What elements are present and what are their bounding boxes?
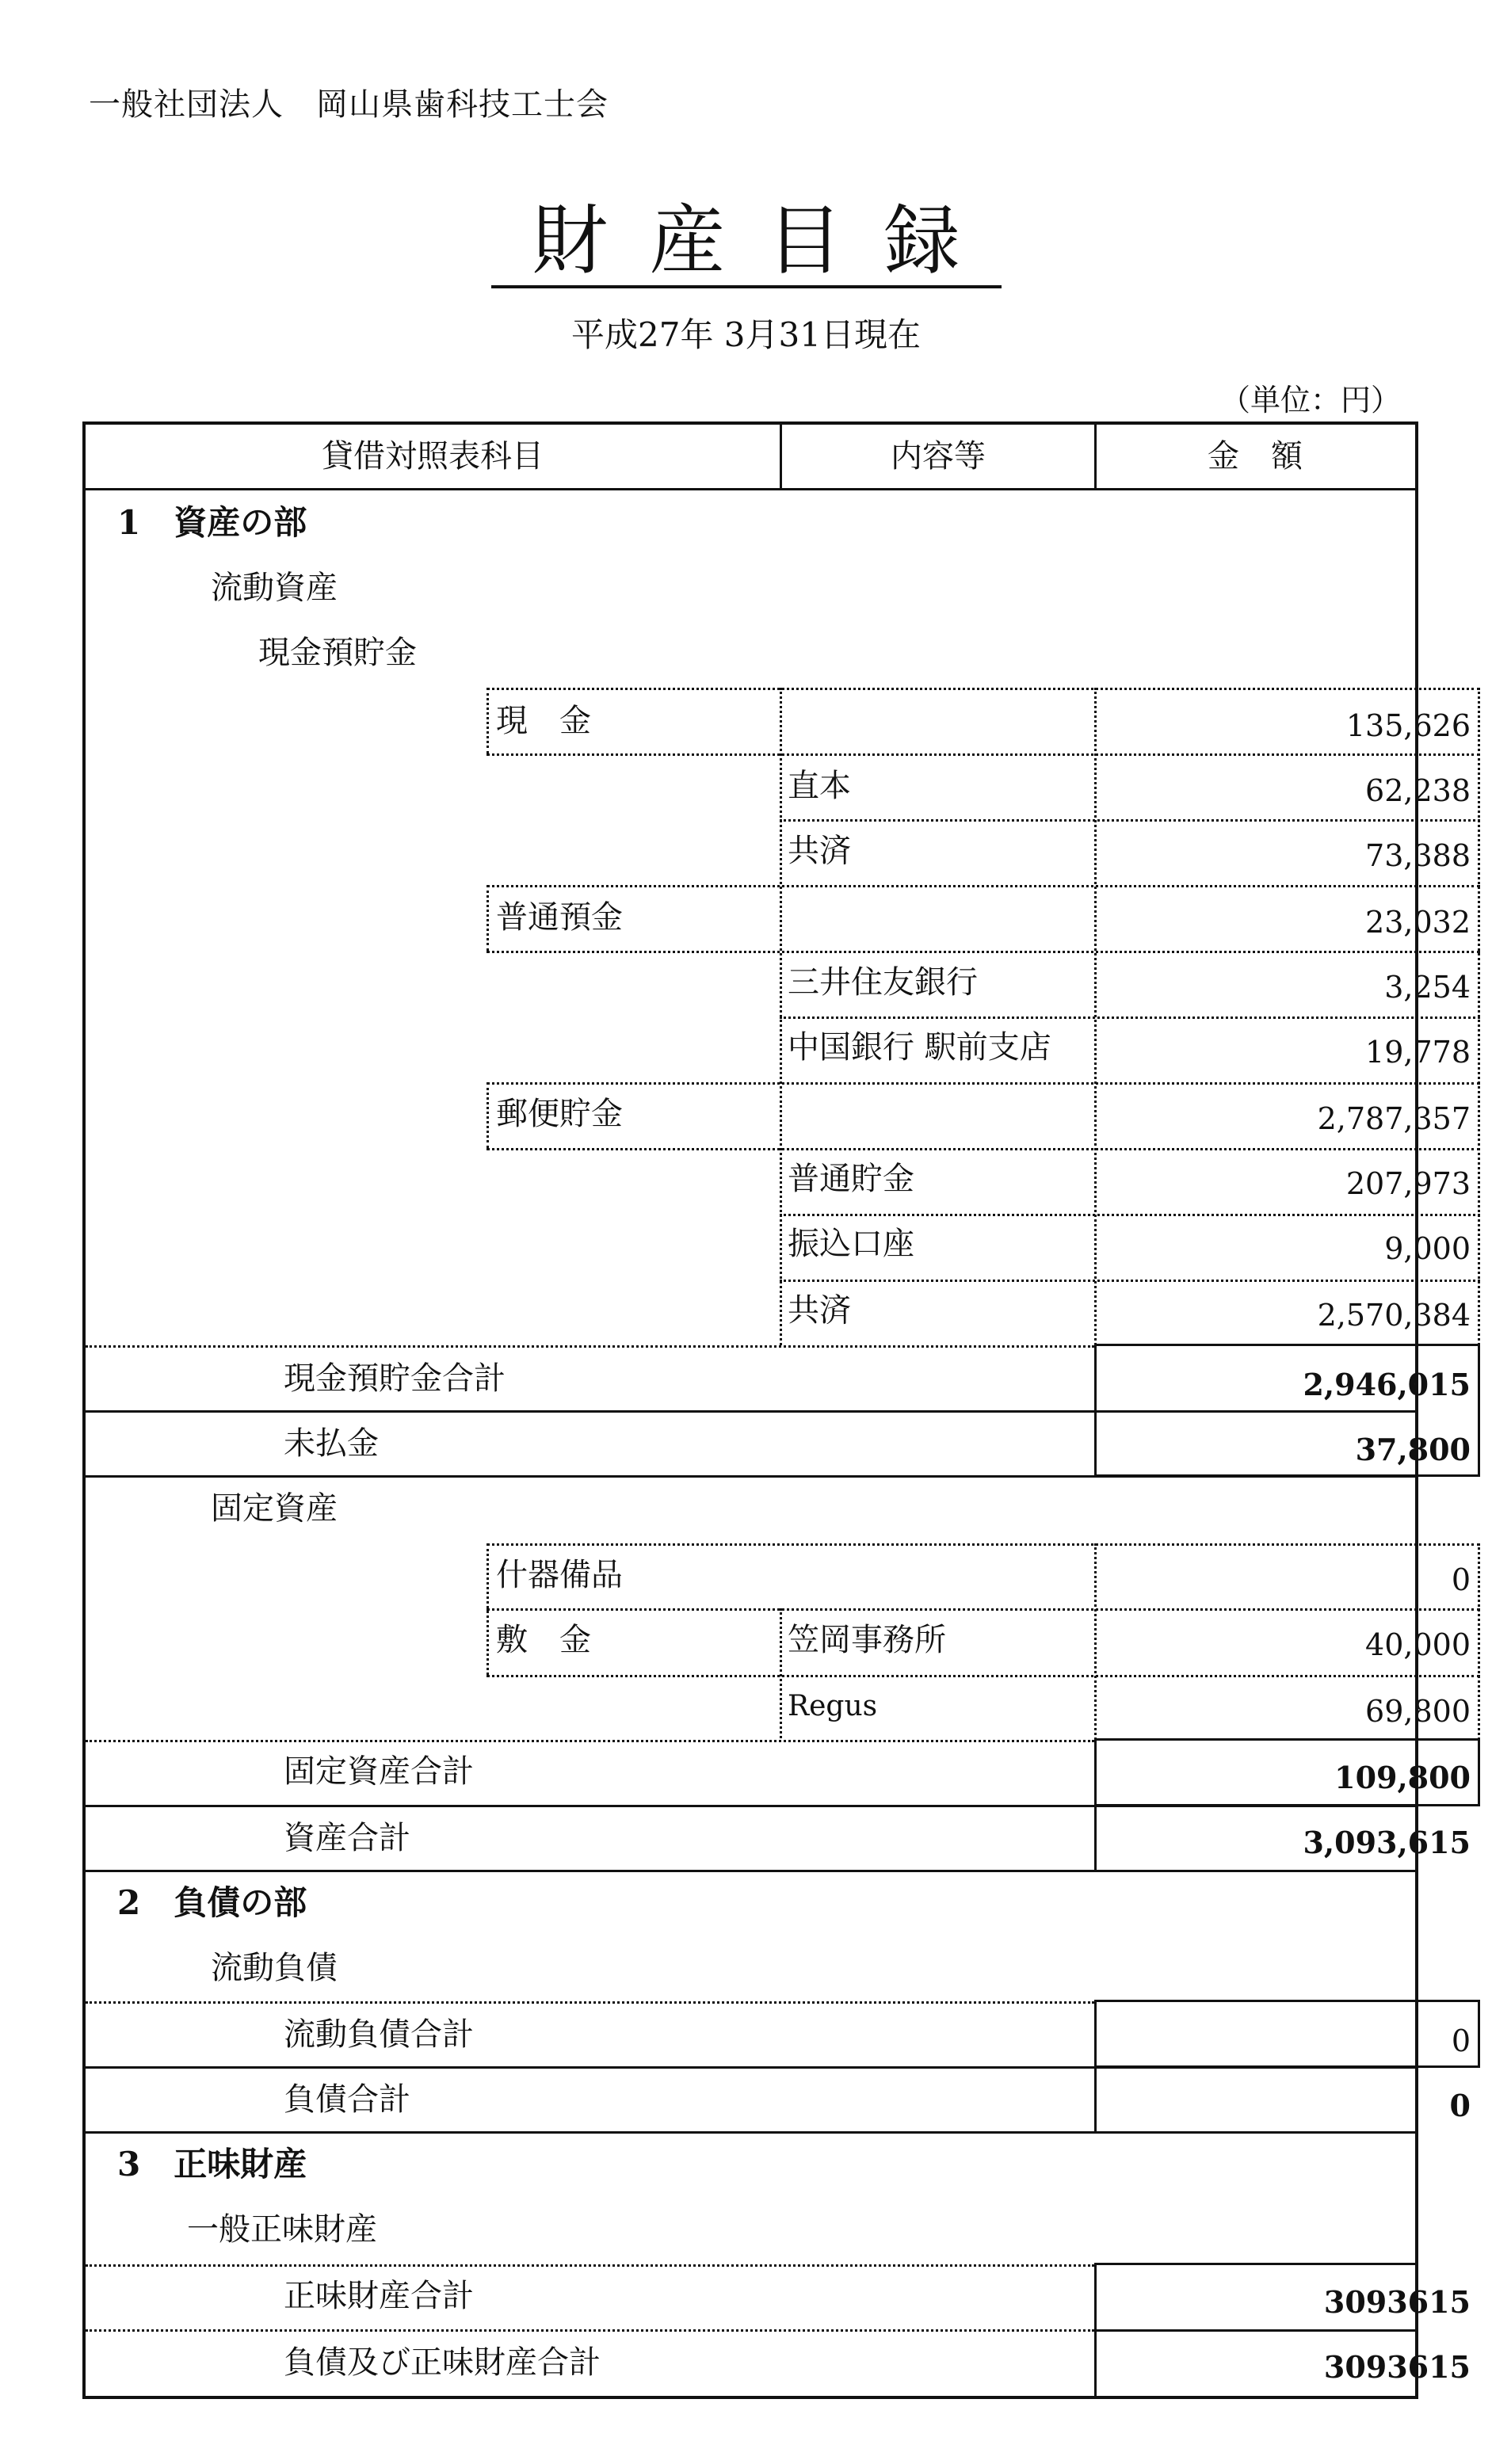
net-assets-total-amount: 3093615 (1323, 2284, 1471, 2320)
bank-amount: 19,778 (1365, 1035, 1471, 1070)
unit-note: （単位：円） (1219, 383, 1401, 418)
postal-item-name: 共済 (788, 1292, 851, 1329)
fixtures-amount: 0 (1451, 1562, 1471, 1597)
dotted-rule (487, 885, 489, 951)
dotted-rule (86, 1345, 1094, 1348)
dotted-rule (487, 688, 489, 753)
cash-deposits-total-label: 現金預貯金合計 (284, 1360, 506, 1397)
organization-name: 一般社団法人 岡山県歯科技工士会 (89, 86, 609, 123)
liabilities-total-amount: 0 (1449, 2088, 1471, 2123)
postal-item-name: 振込口座 (788, 1226, 914, 1262)
dotted-rule (487, 1082, 489, 1148)
dotted-rule (780, 1280, 1480, 1282)
bank-amount: 3,254 (1384, 970, 1471, 1005)
dotted-rule (487, 688, 1480, 690)
deposit-item-name: Regus (788, 1690, 878, 1722)
fixed-assets-label: 固定資産 (211, 1490, 338, 1527)
dotted-rule (86, 2001, 1094, 2004)
deposit-item-amount: 40,000 (1365, 1627, 1471, 1662)
cash-item-amount: 62,238 (1365, 773, 1471, 808)
ordinary-deposit-total: 23,032 (1365, 905, 1471, 940)
postal-item-name: 普通貯金 (788, 1161, 914, 1197)
postal-item-amount: 9,000 (1384, 1231, 1471, 1266)
current-liabilities-total-amount: 0 (1451, 2023, 1471, 2058)
dotted-rule (780, 1608, 782, 1738)
assets-total-label: 資産合計 (284, 1820, 410, 1856)
header-divider (780, 425, 782, 488)
dotted-rule (1094, 1543, 1097, 1740)
cash-total: 135,626 (1345, 708, 1471, 743)
as-of-date: 平成27年 3月31日現在 (571, 315, 921, 354)
inventory-table (82, 421, 1471, 2399)
dotted-rule (487, 753, 1480, 756)
document-title-wrap (0, 196, 1492, 288)
cash-item-amount: 73,388 (1365, 838, 1471, 873)
cash-deposits-label: 現金預貯金 (258, 635, 417, 671)
section-assets: 1 資産の部 (117, 503, 307, 542)
dotted-rule (780, 819, 1480, 822)
current-assets-label: 流動資産 (211, 570, 338, 606)
col-header-contents: 内容等 (891, 438, 986, 475)
general-net-assets-label: 一般正味財産 (187, 2211, 377, 2248)
dotted-rule (86, 2264, 1094, 2267)
unpaid-amount: 37,800 (1355, 1432, 1471, 1467)
cash-deposits-total-amount: 2,946,015 (1303, 1367, 1471, 1402)
deposit-item-amount: 69,800 (1365, 1694, 1471, 1729)
postal-savings-label: 郵便貯金 (496, 1096, 623, 1132)
dotted-rule (487, 1543, 489, 1675)
fixed-assets-total-label: 固定資産合計 (284, 1753, 474, 1790)
dotted-rule (487, 885, 1480, 887)
fixtures-label: 什器備品 (496, 1557, 623, 1593)
section-net-assets: 3 正味財産 (117, 2145, 307, 2184)
dotted-rule (780, 688, 782, 1345)
net-assets-total-label: 正味財産合計 (284, 2278, 474, 2314)
document-title: 財産目録 (491, 196, 1002, 288)
grand-total-amount: 3093615 (1323, 2349, 1471, 2385)
postal-item-amount: 207,973 (1345, 1166, 1471, 1201)
cash-item-name: 共済 (788, 833, 851, 869)
cash-item-name: 直本 (788, 768, 851, 804)
dotted-rule (487, 1148, 1480, 1150)
dotted-rule (487, 1608, 1480, 1611)
dotted-rule (487, 1082, 1480, 1085)
dotted-rule (1094, 688, 1097, 1345)
deposits-label: 敷 金 (496, 1622, 591, 1658)
cash-label: 現 金 (496, 703, 591, 739)
liabilities-total-label: 負債合計 (284, 2081, 410, 2118)
dotted-rule (86, 1740, 1094, 1742)
row-rule (1094, 2329, 1415, 2332)
dotted-rule (1478, 688, 1480, 1345)
assets-total-amount: 3,093,615 (1303, 1825, 1471, 1860)
bank-name: 三井住友銀行 (788, 964, 978, 1001)
header-rule (86, 488, 1415, 490)
dotted-rule (487, 1675, 1480, 1677)
postal-savings-total: 2,787,357 (1317, 1101, 1471, 1136)
section-liabilities: 2 負債の部 (117, 1883, 307, 1922)
current-liabilities-label: 流動負債 (211, 1950, 338, 1986)
bank-name: 中国銀行 駅前支店 (788, 1029, 1051, 1066)
header-divider (1094, 425, 1097, 488)
ordinary-deposit-label: 普通預金 (496, 899, 623, 936)
unpaid-label: 未払金 (284, 1425, 379, 1462)
fixed-assets-total-amount: 109,800 (1334, 1760, 1471, 1795)
deposit-item-name: 笠岡事務所 (788, 1622, 946, 1658)
postal-item-amount: 2,570,384 (1317, 1298, 1471, 1333)
dotted-rule (487, 951, 1480, 953)
col-header-account: 貸借対照表科目 (322, 438, 544, 475)
col-header-amount: 金 額 (1208, 438, 1303, 475)
current-liabilities-total-label: 流動負債合計 (284, 2016, 474, 2053)
dotted-rule (487, 1543, 1480, 1546)
dotted-rule (1478, 1543, 1480, 1740)
grand-total-label: 負債及び正味財産合計 (284, 2344, 601, 2381)
